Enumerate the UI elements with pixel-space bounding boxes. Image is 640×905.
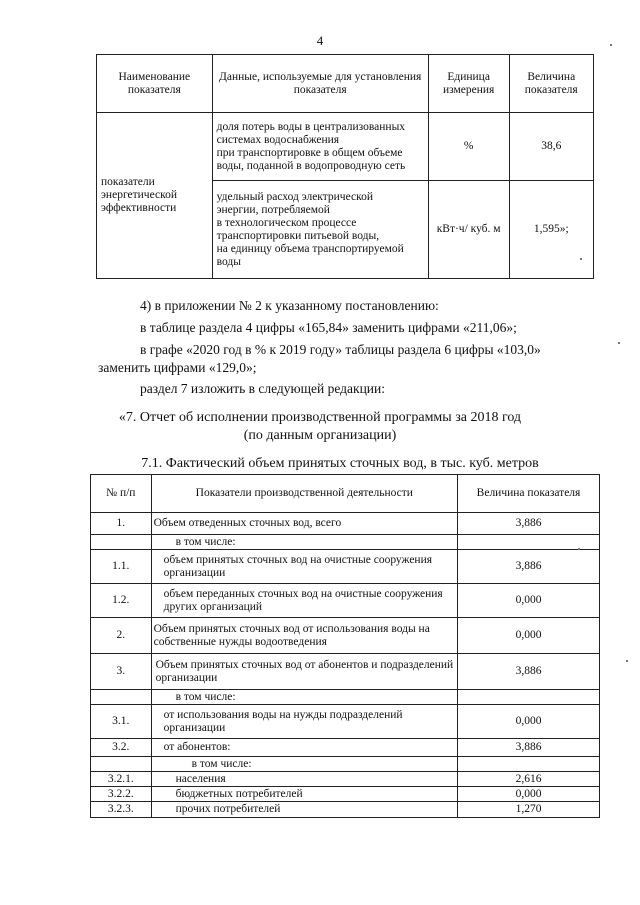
- text-line: в технологическом процессе: [216, 216, 357, 229]
- scan-speck: [580, 258, 582, 260]
- text-line: доля потерь воды в централизованных: [216, 120, 406, 133]
- row-value: 3,886: [458, 739, 600, 757]
- text-line: воды, поданной в водопроводную сеть: [216, 159, 406, 172]
- row-value: 3,886: [458, 654, 600, 690]
- value-cell: 1,595»;: [509, 181, 594, 279]
- paragraph: в таблице раздела 4 цифры «165,84» заменить цифрами «211,06»;: [140, 320, 517, 335]
- table-row: [91, 550, 600, 584]
- header-cell: Наименование показателя: [97, 55, 213, 113]
- table-row: [91, 757, 600, 772]
- wastewater-table: [90, 474, 600, 818]
- table-row: [91, 739, 600, 757]
- row-label: от абонентов:: [151, 739, 457, 757]
- row-number: 1.1.: [91, 550, 152, 584]
- row-value: 0,000: [458, 787, 600, 802]
- table-row: [91, 535, 600, 550]
- text-line: удельный расход электрической: [216, 190, 373, 203]
- row-value: 3,886: [458, 513, 600, 535]
- table-row: [91, 513, 600, 535]
- row-number: 2.: [91, 618, 152, 654]
- scan-speck: [618, 342, 620, 344]
- scan-speck: [626, 660, 628, 662]
- row-number: [91, 690, 152, 705]
- row-number: 3.2.2.: [91, 787, 152, 802]
- scan-speck: [610, 44, 612, 46]
- header-cell: Единица измерения: [428, 55, 509, 113]
- header-cell: Величина показателя: [509, 55, 594, 113]
- row-label: прочих потребителей: [151, 802, 457, 818]
- row-value: [458, 757, 600, 772]
- row-label: объем переданных сточных вод на очистные сооружения других организаций: [151, 584, 457, 618]
- row-number: 3.2.3.: [91, 802, 152, 818]
- row-value: [458, 690, 600, 705]
- scan-speck: [578, 548, 580, 550]
- row-label: Объем принятых сточных вод от абонентов и подразделений организации: [151, 654, 457, 690]
- row-value: 3,886: [458, 550, 600, 584]
- row-value: 0,000: [458, 705, 600, 739]
- table-header-row: [97, 55, 594, 113]
- row-value: 0,000: [458, 618, 600, 654]
- unit-cell: кВт·ч/ куб. м: [428, 181, 509, 279]
- table-row: [91, 690, 600, 705]
- header-cell: Данные, используемые для установления показателя: [212, 55, 428, 113]
- table-row: [91, 772, 600, 787]
- row-label: Объем отведенных сточных вод, всего: [151, 513, 457, 535]
- section-subtitle: (по данным организации): [243, 428, 397, 443]
- row-label: бюджетных потребителей: [151, 787, 457, 802]
- row-value: 0,000: [458, 584, 600, 618]
- data-description: [212, 181, 428, 279]
- group-label: показатели энергетической эффективности: [97, 113, 213, 279]
- value-cell: 38,6: [509, 113, 594, 181]
- row-value: 1,270: [458, 802, 600, 818]
- table-row: [91, 654, 600, 690]
- paragraph: заменить цифрами «129,0»;: [98, 360, 257, 375]
- row-label: в том числе:: [151, 690, 457, 705]
- row-label: в том числе:: [151, 535, 457, 550]
- header-cell: Величина показателя: [458, 475, 600, 513]
- text-line: транспортировки питьевой воды,: [216, 229, 380, 242]
- unit-cell: %: [428, 113, 509, 181]
- row-number: 3.2.: [91, 739, 152, 757]
- row-label: объем принятых сточных вод на очистные сооружения организации: [151, 550, 457, 584]
- text-line: системах водоснабжения: [216, 133, 340, 146]
- paragraph: в графе «2020 год в % к 2019 году» таблицы раздела 6 цифры «103,0»: [140, 342, 541, 357]
- subsection-title: 7.1. Фактический объем принятых сточных вод, в тыс. куб. метров: [141, 456, 539, 471]
- table-row: [91, 802, 600, 818]
- row-label: в том числе:: [151, 757, 457, 772]
- row-value: 2,616: [458, 772, 600, 787]
- row-label: населения: [151, 772, 457, 787]
- page-number: 4: [316, 33, 324, 48]
- data-description: [212, 113, 428, 181]
- table-header-row: [91, 475, 600, 513]
- row-label: от использования воды на нужды подразделений организации: [151, 705, 457, 739]
- row-number: 1.2.: [91, 584, 152, 618]
- text-line: энергии, потребляемой: [216, 203, 330, 216]
- row-number: 3.: [91, 654, 152, 690]
- row-label: Объем принятых сточных вод от использования воды на собственные нужды водоотведения: [151, 618, 457, 654]
- header-cell: Показатели производственной деятельности: [151, 475, 457, 513]
- section-title: «7. Отчет об исполнении производственной программы за 2018 год: [118, 410, 522, 425]
- row-number: 1.: [91, 513, 152, 535]
- efficiency-table: [96, 54, 594, 279]
- text-line: на единицу объема транспортируемой: [216, 242, 404, 255]
- table-row: [91, 705, 600, 739]
- table-row: [91, 584, 600, 618]
- row-number: [91, 757, 152, 772]
- paragraph: 4) в приложении № 2 к указанному постановлению:: [140, 298, 439, 313]
- row-number: 3.2.1.: [91, 772, 152, 787]
- text-line: при транспортировке в общем объеме: [216, 146, 403, 159]
- row-number: 3.1.: [91, 705, 152, 739]
- header-cell: № п/п: [91, 475, 152, 513]
- row-number: [91, 535, 152, 550]
- table-row: [91, 787, 600, 802]
- table-row: [97, 113, 594, 181]
- text-line: воды: [216, 255, 241, 268]
- paragraph: раздел 7 изложить в следующей редакции:: [140, 381, 386, 396]
- table-row: [91, 618, 600, 654]
